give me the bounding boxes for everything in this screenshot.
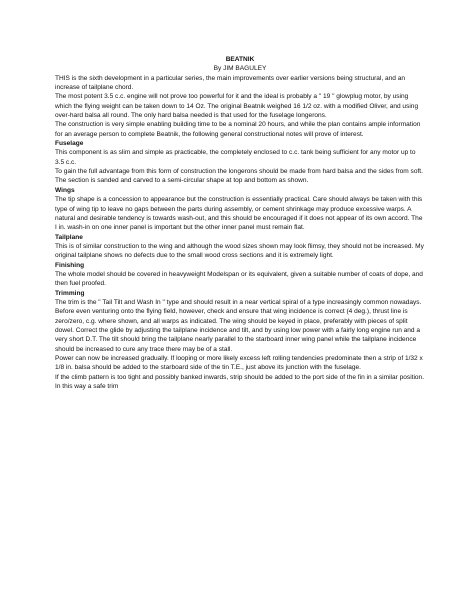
paragraph: The tip shape is a concession to appearance but the construction is essentially practical. Care should always be taken with this type of wing tip to leave no gaps between the parts during assembly, or cement shrinkage may produce excessive warps. A natural and desirable tendency is towards wash-out, and this should be encouraged if it does not appear of its own accord. The I in. wash-in on one inner panel is important but the other inner panel must remain flat. bbox=[55, 196, 423, 232]
paragraph: If the climb pattern is too tight and possibly banked inwards, strip should be added to the port side of the fin in a similar position. In this way a safe trim bbox=[55, 373, 425, 391]
section-heading: Wings bbox=[55, 186, 75, 194]
paragraph: Before even venturing onto the flying field, however, check and ensure that wing incidence is correct (4 deg.), thrust line is zero/zero, c.g. where shown, and all warps as indicated. The wing should be keyed in place, preferably with pieces of split dowel. Correct the glide by adjusting the tailplane incidence and tilt, and by using low power with a fairly long engine run and a very short D.T. The tilt should bring the tailplane nearly parallel to the starboard inner wing panel while the tailplane incidence should be increased to cure any trace there may be of a stall. bbox=[55, 308, 421, 353]
paragraph: The trim is the " Tail Tilt and Wash In " type and should result in a near vertical spiral of a type increasingly common nowadays. bbox=[55, 298, 422, 306]
document-page bbox=[55, 55, 425, 391]
paragraph: THIS is the sixth development in a particular series, the main improvements over earlier versions being structural, and an increase of tailplane chord. bbox=[55, 74, 406, 92]
paragraph: This is of similar construction to the wing and although the wood sizes shown may look flimsy, they should not be increased. My original tailplane shows no defects due to the small wood cross sections and it is extremely light. bbox=[55, 242, 424, 260]
document-body bbox=[55, 74, 425, 392]
paragraph: The most potent 3.5 c.c. engine will not prove too powerful for it and the ideal is probably a " 19 " glowplug motor, by using which the flying weight can be taken down to 14 Oz. The original Beatnik weighed 16 1/2 oz. with a modified Oliver, and using over-hard balsa all round. The only hard balsa needed is that used for the fuselage longerons. bbox=[55, 93, 419, 120]
document-author: By JIM BAGULEY bbox=[213, 65, 267, 73]
section-heading: Tailplane bbox=[55, 233, 83, 241]
section-heading: Finishing bbox=[55, 261, 85, 269]
paragraph: The whole model should be covered in heavyweight Modelspan or its equivalent, given a suitable number of coats of dope, and then fuel proofed. bbox=[55, 270, 423, 288]
paragraph: This component is as slim and simple as practicable, the completely enclosed to c.c. tank being sufficient for any motor up to 3.5 c.c. bbox=[55, 149, 416, 166]
section-heading: Fuselage bbox=[55, 140, 84, 148]
document-title: BEATNIK bbox=[225, 56, 255, 63]
paragraph: To gain the full advantage from this form of construction the longerons should be made from hard balsa and the sides from soft. The section is sanded and carved to a semi-circular shape at top and bottom as shown. bbox=[55, 168, 423, 185]
paragraph: Power can now be increased gradually. If looping or more likely excess left rolling tendencies predominate then a strip of 1/32 x 1/8 in. balsa should be added to the starboard side of the tin T.E., just above its junction with the fuselage. bbox=[55, 355, 423, 372]
paragraph: The construction is very simple enabling building time to be a nominal 20 hours, and while the plan contains ample information for an average person to complete Beatnik, the following general constructional notes will prove of interest. bbox=[55, 121, 421, 138]
section-heading: Trimming bbox=[55, 289, 85, 297]
